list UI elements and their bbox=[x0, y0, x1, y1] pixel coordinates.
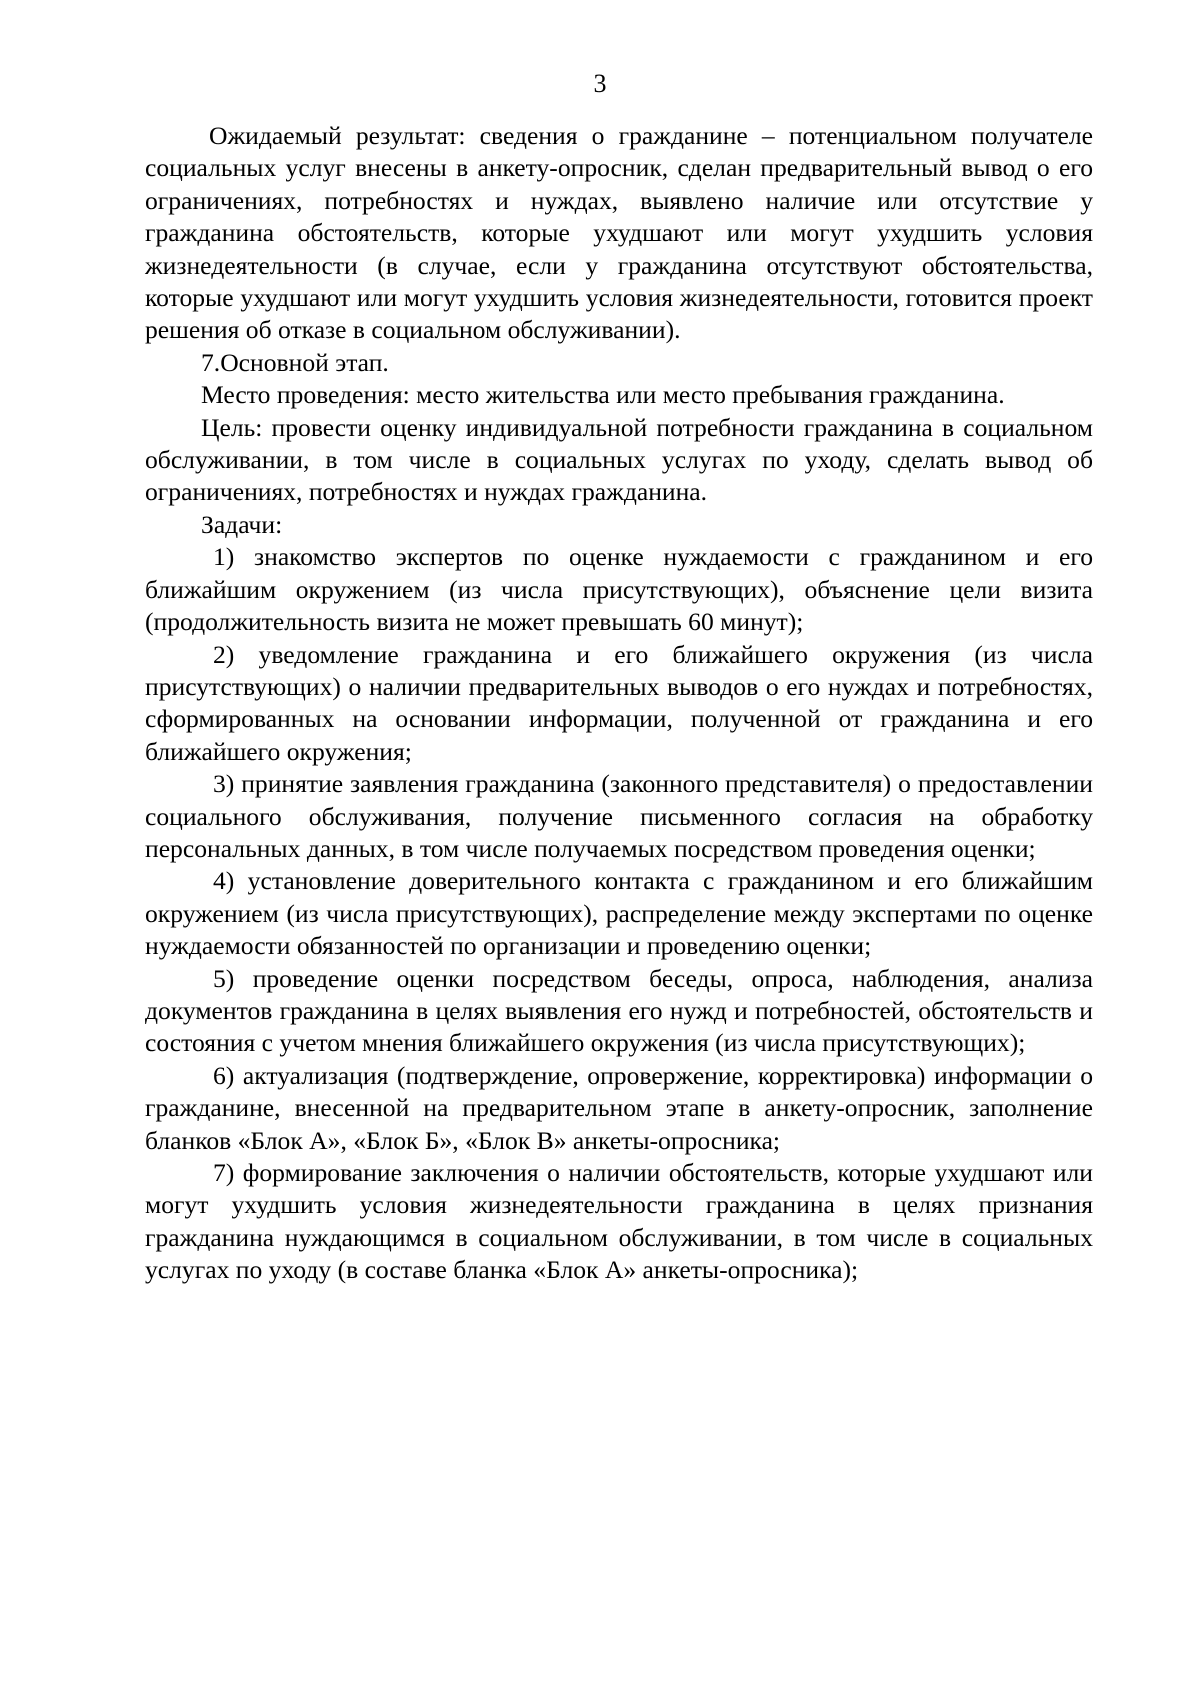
list-item-task-6: 6) актуализация (подтверждение, опровержение, корректировка) информации о гражданине, внесенной на предварительном этапе в анкету-опросник, заполнение бланков «Блок А», «Блок Б», «Блок В» анкеты-опросника; bbox=[145, 1060, 1093, 1155]
list-item-task-3: 3) принятие заявления гражданина (законного представителя) о предоставлении социального обслуживания, получение письменного согласия на обработку персональных данных, в том числе получаемых посредством проведения оценки; bbox=[145, 769, 1093, 863]
list-item-task-4: 4) установление доверительного контакта с гражданином и его ближайшим окружением (из числа присутствующих), распределение между экспертами по оценке нуждаемости обязанностей по организации и проведению оценки; bbox=[145, 866, 1093, 961]
list-item-task-2: 2) уведомление гражданина и его ближайшего окружения (из числа присутствующих) о наличии предварительных выводов о его нуждах и потребностях, сформированных на основании информации, полученной от гражданина и его ближайшего окружения; bbox=[145, 639, 1093, 766]
paragraph-goal: Цель: провести оценку индивидуальной потребности гражданина в социальном обслуживании, в том числе в социальных услугах по уходу, сделать вывод об ограничениях, потребностях и нуждах гражданина. bbox=[145, 412, 1093, 507]
list-item-task-1: 1) знакомство экспертов по оценке нуждаемости с гражданином и его ближайшим окружением (из числа присутствующих), объяснение цели визита (продолжительность визита не может превышать 60 минут); bbox=[145, 542, 1093, 637]
section-heading-main-stage: 7.Основной этап. bbox=[201, 347, 389, 377]
list-item-task-5: 5) проведение оценки посредством беседы, опроса, наблюдения, анализа документов гражданина в целях выявления его нужд и потребностей, обстоятельств и состояния с учетом мнения ближайшего окружения (из числа присутствующих); bbox=[145, 963, 1093, 1058]
page-number: 3 bbox=[593, 69, 607, 98]
paragraph-location: Место проведения: место жительства или место пребывания гражданина. bbox=[201, 380, 1005, 410]
paragraph-expected-result: Ожидаемый результат: сведения о гражданине – потенциальном получателе социальных услуг внесены в анкету-опросник, сделан предварительный вывод о его ограничениях, потребностях и нуждах, выявлено наличие или отсутствие у гражданина обстоятельств, которые ухудшают или могут ухудшить условия жизнедеятельности (в случае, если у гражданина отсутствуют обстоятельства, которые ухудшают или могут ухудшить условия жизнедеятельности, готовится проект решения об отказе в социальном обслуживании). bbox=[145, 121, 1093, 345]
document-body bbox=[145, 120, 1093, 1287]
list-item-task-7: 7) формирование заключения о наличии обстоятельств, которые ухудшают или могут ухудшить условия жизнедеятельности гражданина в целях признания гражданина нуждающимся в социальном обслуживании, в том числе в социальных услугах по уходу (в составе бланка «Блок А» анкеты-опросника); bbox=[145, 1158, 1093, 1285]
paragraph-tasks-heading: Задачи: bbox=[201, 509, 283, 539]
